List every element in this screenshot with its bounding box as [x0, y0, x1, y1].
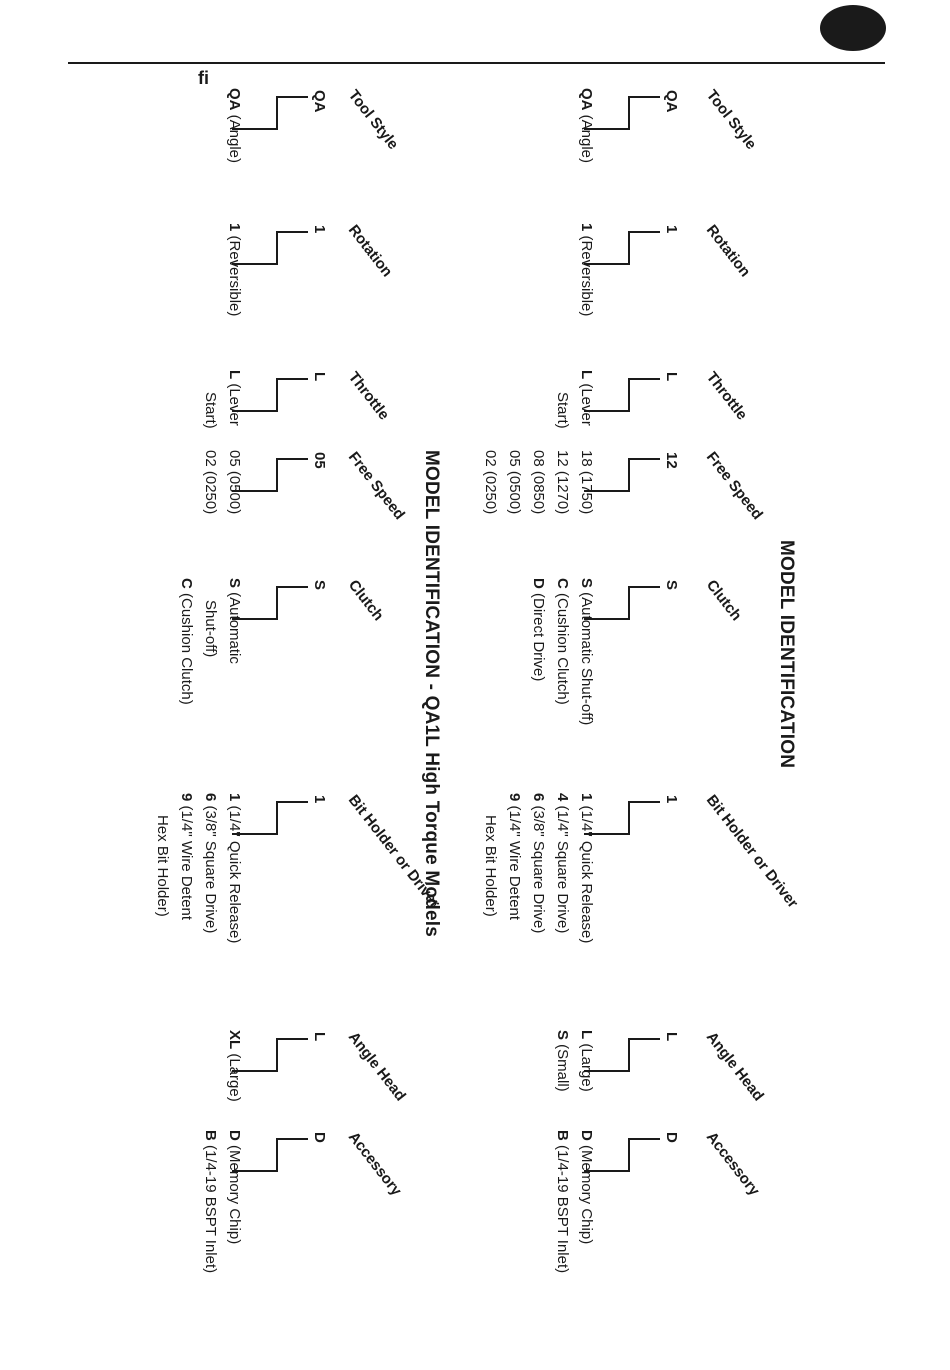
- connector-line: [277, 96, 279, 128]
- category-label: Tool Style: [702, 86, 760, 153]
- option-code: 4: [554, 793, 571, 802]
- option-row: [574, 450, 598, 514]
- option-row: [574, 223, 598, 316]
- option-description: (1/4" Quick Release): [578, 801, 595, 944]
- option-row: [222, 1030, 246, 1102]
- model-code: 1: [663, 795, 680, 804]
- connector-line: [278, 1138, 308, 1140]
- connector-line: [630, 1138, 660, 1140]
- option-code: XL: [226, 1030, 243, 1050]
- option-list: [222, 1030, 246, 1102]
- option-row: [222, 1130, 246, 1273]
- option-description: 02 (0250): [202, 450, 219, 515]
- section-title: MODEL IDENTIFICATION: [776, 540, 797, 769]
- option-row: [222, 88, 246, 163]
- option-row: [550, 450, 574, 514]
- option-code: 9: [178, 793, 195, 802]
- option-row: [502, 450, 526, 514]
- option-row: [222, 793, 246, 943]
- model-code: L: [663, 1032, 680, 1042]
- option-code: 1: [226, 223, 243, 232]
- category-label: Accessory: [702, 1128, 763, 1200]
- category-label: Bit Holder or Driver: [344, 791, 444, 912]
- option-row: [198, 578, 222, 705]
- option-code: B: [202, 1130, 219, 1141]
- option-code: S: [554, 1030, 571, 1041]
- option-row: [574, 1030, 598, 1092]
- option-row: [574, 1130, 598, 1273]
- category-label: Clutch: [344, 576, 387, 625]
- option-row: [550, 578, 574, 725]
- option-row: [502, 793, 526, 943]
- model-code: L: [311, 372, 328, 382]
- option-description: (Direct Drive): [530, 588, 547, 682]
- connector-line: [629, 586, 631, 618]
- option-description: (1/4" Wire Detent: [506, 801, 523, 921]
- connector-line: [278, 96, 308, 98]
- option-code: L: [578, 370, 595, 380]
- connector-line: [277, 1038, 279, 1070]
- option-code: 9: [506, 793, 523, 802]
- option-description: (Memory Chip): [578, 1140, 595, 1245]
- option-list: [150, 793, 246, 943]
- option-row: [174, 793, 198, 943]
- option-list: [574, 88, 598, 163]
- model-code: 1: [311, 795, 328, 804]
- option-description: 02 (0250): [482, 450, 499, 515]
- category-label: Angle Head: [702, 1028, 767, 1105]
- connector-line: [277, 1138, 279, 1170]
- option-code: QA: [578, 88, 595, 111]
- section-title: MODEL IDENTIFICATION - QA1L High Torque Models: [421, 450, 442, 938]
- option-description: (Cushion Clutch): [554, 588, 571, 705]
- connector-line: [629, 1038, 631, 1070]
- option-description: (3/8" Square Drive): [530, 801, 547, 934]
- option-row: [526, 793, 550, 943]
- connector-line: [278, 586, 308, 588]
- option-code: S: [226, 578, 243, 589]
- option-row: [574, 578, 598, 725]
- option-row: [198, 450, 222, 514]
- model-code: D: [663, 1132, 680, 1143]
- model-code: 12: [663, 452, 680, 469]
- option-code: QA: [226, 88, 243, 111]
- option-description: (Small): [554, 1040, 571, 1092]
- option-description: (Large): [226, 1049, 243, 1102]
- option-row: [526, 450, 550, 514]
- option-description: (Automatic: [226, 588, 243, 664]
- option-description: (Reversible): [226, 231, 243, 317]
- option-description: 12 (1270): [554, 450, 571, 515]
- option-description: (1/4" Quick Release): [226, 801, 243, 944]
- connector-line: [277, 458, 279, 490]
- option-description: (1/4-19 BSPT Inlet): [554, 1140, 571, 1274]
- category-label: Throttle: [344, 368, 393, 424]
- option-description: 05 (0500): [506, 450, 523, 515]
- category-label: Clutch: [702, 576, 745, 625]
- option-row: [222, 578, 246, 705]
- connector-line: [277, 231, 279, 263]
- option-list: [550, 1130, 598, 1273]
- model-code: S: [311, 580, 328, 591]
- option-row: [550, 1130, 574, 1273]
- option-description: Start): [554, 392, 571, 429]
- option-row: [478, 450, 502, 514]
- option-description: 18 (1750): [578, 450, 595, 515]
- option-code: B: [554, 1130, 571, 1141]
- option-list: [574, 223, 598, 316]
- connector-line: [278, 231, 308, 233]
- category-label: Rotation: [344, 221, 396, 281]
- connector-line: [629, 458, 631, 490]
- option-description: (Reversible): [578, 231, 595, 317]
- option-list: [222, 223, 246, 316]
- option-list: [550, 370, 598, 429]
- option-list: [478, 793, 598, 943]
- connector-line: [629, 378, 631, 410]
- option-row: [222, 450, 246, 514]
- connector-line: [630, 458, 660, 460]
- option-description: (Cushion Clutch): [178, 588, 195, 705]
- model-code: 1: [663, 225, 680, 234]
- category-label: Free Speed: [344, 448, 408, 523]
- connector-line: [278, 378, 308, 380]
- option-row: [222, 370, 246, 429]
- connector-line: [277, 586, 279, 618]
- option-description: Hex Bit Holder): [482, 815, 499, 917]
- option-row: [550, 793, 574, 943]
- option-code: 1: [226, 793, 243, 802]
- option-description: Start): [202, 392, 219, 429]
- option-description: Hex Bit Holder): [154, 815, 171, 917]
- category-label: Rotation: [702, 221, 754, 281]
- model-code: QA: [311, 90, 328, 113]
- option-row: [478, 793, 502, 943]
- connector-line: [278, 1038, 308, 1040]
- option-description: (Automatic Shut-off): [578, 588, 595, 726]
- category-label: Accessory: [344, 1128, 405, 1200]
- option-description: (1/4" Square Drive): [554, 801, 571, 934]
- connector-line: [277, 801, 279, 833]
- option-row: [198, 1130, 222, 1273]
- header-glyph: fi: [198, 68, 209, 88]
- connector-line: [630, 586, 660, 588]
- option-code: D: [578, 1130, 595, 1141]
- option-description: (Lever: [578, 379, 595, 426]
- option-code: L: [226, 370, 243, 380]
- option-code: D: [226, 1130, 243, 1141]
- model-code: 1: [311, 225, 328, 234]
- option-description: (Lever: [226, 379, 243, 426]
- option-row: [574, 370, 598, 429]
- option-code: 6: [202, 793, 219, 802]
- option-code: C: [554, 578, 571, 589]
- option-code: C: [178, 578, 195, 589]
- option-code: D: [530, 578, 547, 589]
- connector-line: [629, 801, 631, 833]
- option-row: [574, 793, 598, 943]
- option-row: [550, 1030, 574, 1092]
- option-code: S: [578, 578, 595, 589]
- option-code: 1: [578, 223, 595, 232]
- connector-line: [277, 378, 279, 410]
- model-code: 05: [311, 452, 328, 469]
- option-row: [222, 223, 246, 316]
- option-list: [198, 450, 246, 514]
- option-description: (1/4" Wire Detent: [178, 801, 195, 921]
- category-label: Throttle: [702, 368, 751, 424]
- option-row: [526, 578, 550, 725]
- option-list: [198, 1130, 246, 1273]
- connector-line: [630, 231, 660, 233]
- option-row: [198, 370, 222, 429]
- option-description: 05 (0500): [226, 450, 243, 515]
- option-description: 08 (0850): [530, 450, 547, 515]
- model-code: QA: [663, 90, 680, 113]
- option-list: [198, 370, 246, 429]
- model-code: D: [311, 1132, 328, 1143]
- connector-line: [630, 378, 660, 380]
- option-row: [198, 793, 222, 943]
- model-code: L: [311, 1032, 328, 1042]
- option-code: 6: [530, 793, 547, 802]
- connector-line: [629, 96, 631, 128]
- option-code: 1: [578, 793, 595, 802]
- option-description: (Large): [578, 1039, 595, 1092]
- connector-line: [630, 1038, 660, 1040]
- category-label: Free Speed: [702, 448, 766, 523]
- model-code: S: [663, 580, 680, 591]
- connector-line: [278, 458, 308, 460]
- option-list: [550, 1030, 598, 1092]
- option-row: [150, 793, 174, 943]
- option-row: [574, 88, 598, 163]
- model-code: L: [663, 372, 680, 382]
- option-description: (Angle): [578, 110, 595, 164]
- category-label: Tool Style: [344, 86, 402, 153]
- option-code: L: [578, 1030, 595, 1040]
- option-list: [174, 578, 246, 705]
- connector-line: [630, 801, 660, 803]
- option-list: [222, 88, 246, 163]
- category-label: Angle Head: [344, 1028, 409, 1105]
- connector-line: [278, 801, 308, 803]
- option-description: Shut-off): [202, 600, 219, 658]
- option-row: [174, 578, 198, 705]
- option-description: (3/8" Square Drive): [202, 801, 219, 934]
- option-description: (Angle): [226, 110, 243, 164]
- connector-line: [629, 1138, 631, 1170]
- connector-line: [629, 231, 631, 263]
- connector-line: [630, 96, 660, 98]
- option-list: [478, 450, 598, 514]
- category-label: Bit Holder or Driver: [702, 791, 802, 912]
- option-description: (Memory Chip): [226, 1140, 243, 1245]
- option-description: (1/4-19 BSPT Inlet): [202, 1140, 219, 1274]
- option-list: [526, 578, 598, 725]
- option-row: [550, 370, 574, 429]
